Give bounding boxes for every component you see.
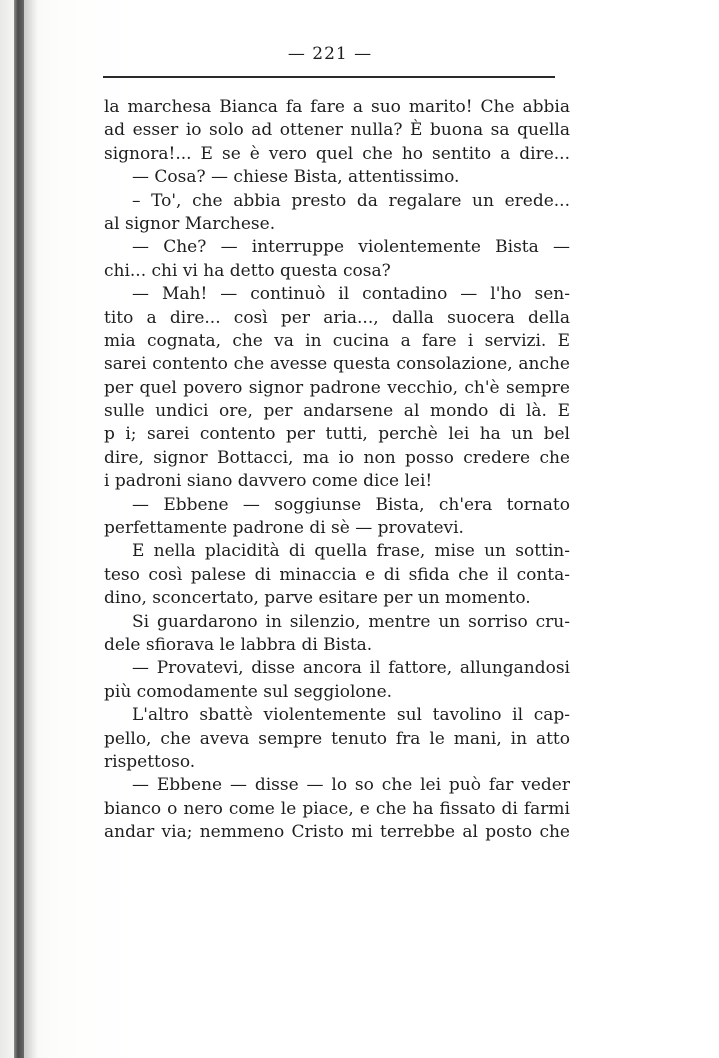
text-line: per quel povero signor padrone vecchio, ch'è sempre (104, 377, 570, 398)
text-line: più comodamente sul seggiolone. (104, 681, 393, 702)
text-line: al signor Marchese. (104, 213, 276, 234)
text-line: sarei contento che avesse questa consolazione, anche (104, 354, 570, 375)
text-line: p i; sarei contento per tutti, perchè lei ha un bel (104, 424, 570, 445)
text-line: teso così palese di minaccia e di sfida che il conta- (104, 564, 570, 585)
text-line: signora!... E se è vero quel che ho sentito a dire... (104, 143, 570, 164)
text-line: dele sfiorava le labbra di Bista. (104, 634, 373, 655)
text-line: mia cognata, che va in cucina a fare i servizi. E (104, 330, 570, 351)
text-line: — Mah! — continuò il contadino — l'ho sen- (132, 284, 570, 305)
text-line: Si guardarono in silenzio, mentre un sorriso cru- (132, 611, 570, 632)
text-line: la marchesa Bianca fa fare a suo marito! Che abbia (104, 97, 570, 117)
text-line: ad esser io solo ad ottener nulla? È buona sa quella (104, 120, 570, 141)
text-line: dino, sconcertato, parve esitare per un momento. (104, 588, 531, 609)
body-text (104, 96, 570, 845)
text-line: i padroni siano davvero come dice lei! (104, 471, 433, 492)
text-line: — Ebbene — disse — lo so che lei può far veder (132, 775, 570, 796)
text-line: dire, signor Bottacci, ma io non posso credere che (104, 447, 570, 468)
book-spine (14, 0, 24, 1058)
header-rule (103, 76, 555, 78)
text-line: L'altro sbattè violentemente sul tavolino il cap- (132, 705, 570, 726)
text-line: bianco o nero come le piace, e che ha fissato di farmi (104, 798, 570, 819)
text-line: – To', che abbia presto da regalare un erede... (132, 190, 570, 211)
gutter-shadow (24, 0, 38, 1058)
text-line: pello, che aveva sempre tenuto fra le mani, in atto (104, 728, 570, 749)
text-line: perfettamente padrone di sè — provatevi. (104, 518, 464, 539)
text-line: — Cosa? — chiese Bista, attentissimo. (132, 167, 460, 188)
text-line: E nella placidità di quella frase, mise un sottin- (132, 541, 570, 562)
text-line: — Che? — interruppe violentemente Bista — (132, 237, 570, 258)
text-line: tito a dire... così per aria..., dalla suocera della (104, 307, 570, 328)
text-line: chi... chi vi ha detto questa cosa? (104, 260, 391, 281)
text-line: rispettoso. (104, 751, 196, 772)
page-number: — 221 — (287, 44, 373, 64)
text-line: — Ebbene — soggiunse Bista, ch'era tornato (132, 494, 570, 515)
text-line: andar via; nemmeno Cristo mi terrebbe al posto che (104, 822, 570, 843)
text-line: — Provatevi, disse ancora il fattore, allungandosi (132, 658, 570, 679)
text-line: sulle undici ore, per andarsene al mondo di là. E (104, 401, 570, 422)
